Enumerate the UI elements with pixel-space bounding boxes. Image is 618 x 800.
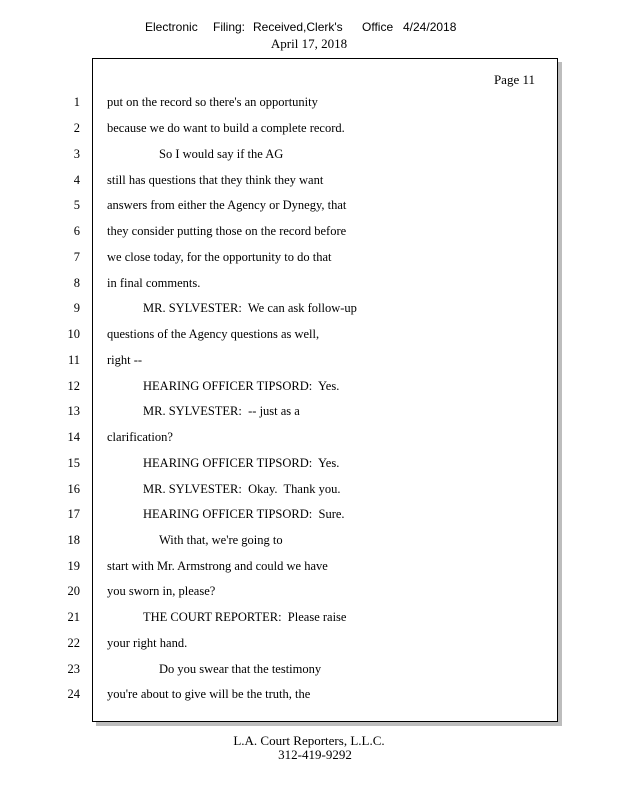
line-number: 24 xyxy=(67,687,80,701)
page-number: Page 11 xyxy=(493,72,535,87)
hearing-date: April 17, 2018 xyxy=(270,36,348,51)
line-number: 16 xyxy=(67,482,80,496)
transcript-line: in final comments. xyxy=(107,276,201,290)
stamp-filing: Filing: xyxy=(213,20,246,34)
transcript-line: MR. SYLVESTER: -- just as a xyxy=(143,404,300,418)
footer-company: L.A. Court Reporters, L.L.C. xyxy=(233,733,385,748)
transcript-line: questions of the Agency questions as well, xyxy=(107,327,320,341)
line-number: 17 xyxy=(67,507,80,521)
line-number: 8 xyxy=(73,276,80,290)
stamp-received: Received,Clerk's xyxy=(253,20,343,34)
stamp-date: 4/24/2018 xyxy=(403,20,457,34)
stamp-office: Office xyxy=(362,20,394,34)
line-number: 22 xyxy=(67,636,80,650)
transcript-line: answers from either the Agency or Dynegy, that xyxy=(107,198,347,212)
transcript-line: Do you swear that the testimony xyxy=(159,662,322,676)
line-number: 14 xyxy=(67,430,80,444)
transcript-line: your right hand. xyxy=(107,636,188,650)
line-number: 9 xyxy=(73,301,80,315)
line-number: 5 xyxy=(73,198,80,212)
transcript-line: we close today, for the opportunity to do that xyxy=(107,250,332,264)
transcript-line: because we do want to build a complete record. xyxy=(107,121,345,135)
line-number: 6 xyxy=(73,224,80,238)
transcript-line: HEARING OFFICER TIPSORD: Sure. xyxy=(143,507,345,521)
transcript-line: put on the record so there's an opportunity xyxy=(107,95,318,109)
transcript-line: you're about to give will be the truth, the xyxy=(107,687,311,701)
line-number: 10 xyxy=(67,327,80,341)
transcript-line: start with Mr. Armstrong and could we have xyxy=(107,559,328,573)
line-number: 19 xyxy=(67,559,80,573)
line-number: 23 xyxy=(67,662,80,676)
line-number: 13 xyxy=(67,404,80,418)
transcript-line: MR. SYLVESTER: Okay. Thank you. xyxy=(143,482,341,496)
line-number: 20 xyxy=(67,584,80,598)
transcript-line: HEARING OFFICER TIPSORD: Yes. xyxy=(143,456,340,470)
line-number: 12 xyxy=(67,379,80,393)
filing-stamp xyxy=(0,20,618,36)
line-number: 1 xyxy=(73,95,80,109)
footer-phone: 312-419-9292 xyxy=(278,747,352,762)
stamp-electronic: Electronic xyxy=(145,20,198,34)
transcript-line: they consider putting those on the record before xyxy=(107,224,347,238)
line-number: 4 xyxy=(73,173,80,187)
line-number: 21 xyxy=(67,610,80,624)
transcript-line: clarification? xyxy=(107,430,173,444)
line-number: 18 xyxy=(67,533,80,547)
transcript-line: With that, we're going to xyxy=(159,533,283,547)
line-number: 11 xyxy=(67,353,80,367)
line-number: 2 xyxy=(73,121,80,135)
transcript-line: THE COURT REPORTER: Please raise xyxy=(143,610,347,624)
line-number: 3 xyxy=(73,147,80,161)
transcript-line: you sworn in, please? xyxy=(107,584,216,598)
transcript-line: right -- xyxy=(107,353,143,367)
line-number: 7 xyxy=(73,250,80,264)
transcript-line: still has questions that they think they want xyxy=(107,173,324,187)
line-number: 15 xyxy=(67,456,80,470)
transcript-line: HEARING OFFICER TIPSORD: Yes. xyxy=(143,379,340,393)
transcript-line: So I would say if the AG xyxy=(159,147,284,161)
transcript-line: MR. SYLVESTER: We can ask follow-up xyxy=(143,301,357,315)
